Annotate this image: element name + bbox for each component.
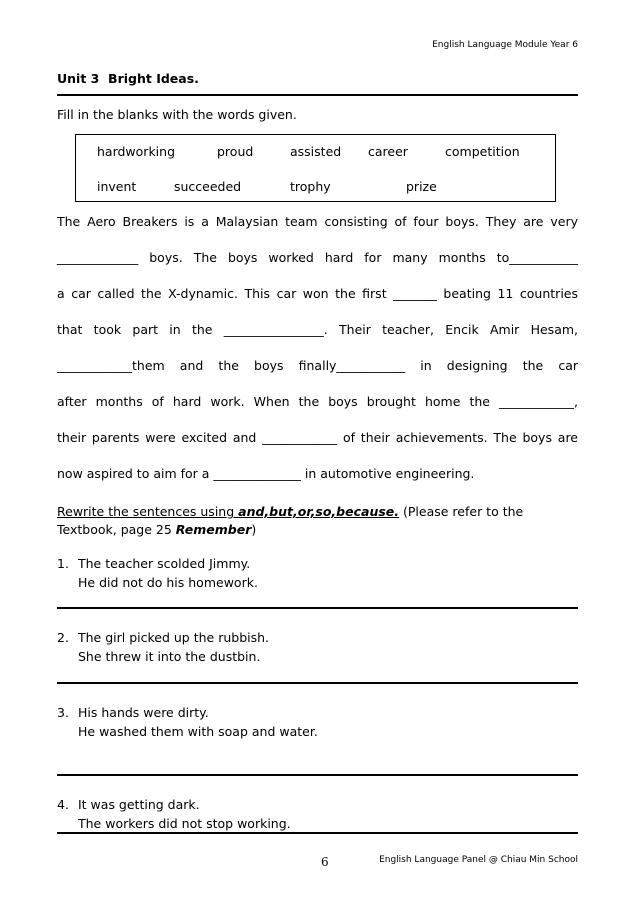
title-divider	[57, 94, 578, 96]
passage-line-1: The Aero Breakers is a Malaysian team consisting of four boys. They are very	[57, 214, 578, 229]
word-assisted: assisted	[290, 144, 342, 159]
rewrite-conjunctions: and,but,or,so,because.	[238, 504, 400, 519]
question-sentence-2: He did not do his homework.	[78, 574, 258, 590]
answer-line-4[interactable]	[57, 832, 578, 834]
passage-line-7: their parents were excited and ____________ of their achievements. The boys are	[57, 430, 578, 445]
passage-line-4: that took part in the ________________. Their teacher, Encik Amir Hesam,	[57, 322, 578, 337]
passage-line-5: ____________them and the boys finally___________ in designing the car	[57, 358, 578, 373]
question-sentence-2: She threw it into the dustbin.	[78, 648, 261, 664]
word-trophy: trophy	[290, 179, 331, 194]
rewrite-lead: Rewrite the sentences using	[57, 504, 239, 519]
instruction-text: Fill in the blanks with the words given.	[57, 107, 297, 122]
question-sentence-1: The girl picked up the rubbish.	[78, 630, 270, 645]
rewrite-ref-text: (Please refer to the Textbook, page 25	[57, 504, 524, 537]
question-1	[57, 555, 258, 592]
question-sentence-1: His hands were dirty.	[78, 705, 209, 720]
question-number: 2.	[57, 630, 69, 645]
answer-line-1[interactable]	[57, 607, 578, 609]
rewrite-ref-word: Remember	[175, 522, 252, 537]
word-invent: invent	[97, 179, 137, 194]
question-sentence-2: The workers did not stop working.	[78, 815, 291, 831]
page-number: 6	[321, 855, 329, 869]
word-succeeded: succeeded	[174, 179, 242, 194]
question-number: 1.	[57, 556, 69, 571]
footer-credit: English Language Panel @ Chiau Min School	[379, 855, 578, 865]
module-header: English Language Module Year 6	[432, 40, 578, 50]
passage-line-2: _____________ boys. The boys worked hard for many months to___________	[57, 250, 578, 265]
passage-line-8: now aspired to aim for a ______________ in automotive engineering.	[57, 466, 475, 481]
word-proud: proud	[217, 144, 254, 159]
passage-line-3: a car called the X-dynamic. This car won the first _______ beating 11 countries	[57, 286, 578, 301]
question-number: 3.	[57, 705, 69, 720]
rewrite-close: )	[251, 522, 257, 537]
word-hardworking: hardworking	[97, 144, 176, 159]
answer-line-3[interactable]	[57, 774, 578, 776]
question-sentence-1: The teacher scolded Jimmy.	[78, 556, 251, 571]
word-competition: competition	[445, 144, 520, 159]
question-sentence-1: It was getting dark.	[78, 797, 200, 812]
word-box	[75, 134, 556, 202]
question-number: 4.	[57, 797, 69, 812]
question-2	[57, 629, 269, 666]
rewrite-instruction	[57, 503, 578, 539]
answer-line-2[interactable]	[57, 682, 578, 684]
question-4	[57, 796, 291, 833]
word-prize: prize	[406, 179, 437, 194]
unit-title: Unit 3 Bright Ideas.	[57, 71, 199, 86]
question-3	[57, 704, 318, 741]
question-sentence-2: He washed them with soap and water.	[78, 723, 318, 739]
passage-line-6: after months of hard work. When the boys brought home the ____________,	[57, 394, 578, 409]
word-career: career	[368, 144, 408, 159]
